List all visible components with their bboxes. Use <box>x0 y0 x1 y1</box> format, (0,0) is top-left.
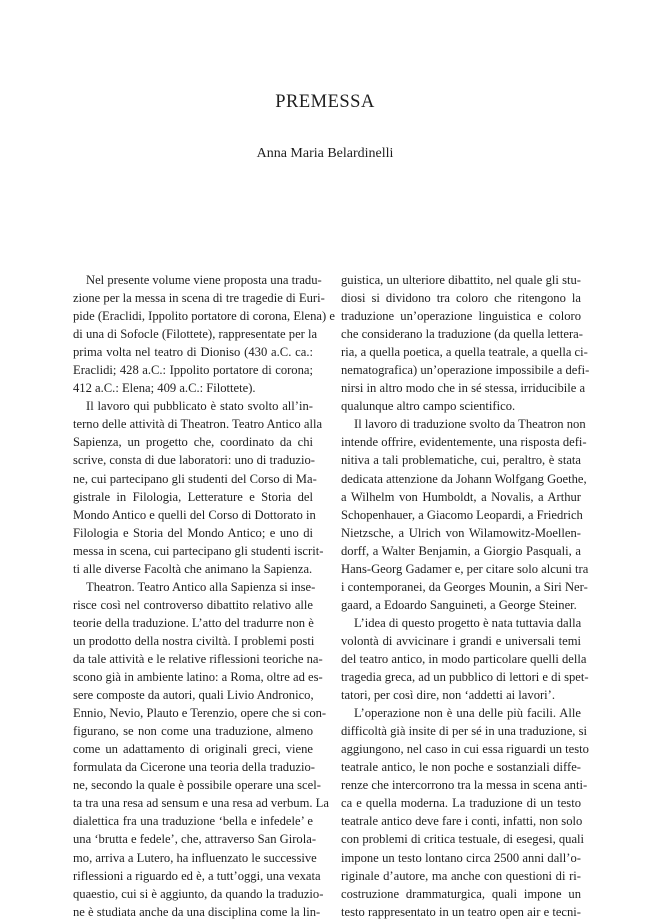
text-line: a Wilhelm von Humboldt, a Novalis, a Arthur <box>341 489 581 504</box>
text-line: ca e quella moderna. La traduzione di un testo <box>341 796 581 811</box>
text-line: Ennio, Nevio, Plauto e Terenzio, opere che si con- <box>73 706 327 721</box>
text-line: dedicata attenzione da Johann Wolfgang Goethe, <box>341 471 587 486</box>
text-line: quaestio, cui si è aggiunto, da quando la traduzio- <box>73 886 324 901</box>
text-line: nitiva a tali problematiche, cui, peraltro, è stata <box>341 453 581 468</box>
paragraph <box>341 415 589 614</box>
text-line: dialettica fra una traduzione ‘bella e infedele’ e <box>73 814 313 829</box>
text-line: come un adattamento di originali greci, viene <box>73 742 313 757</box>
text-line: pide (Eraclidi, Ippolito portatore di corona, Elena) e <box>73 309 335 324</box>
text-line: impone un testo lontano circa 2500 anni dall’o- <box>341 850 581 865</box>
text-line: Hans-Georg Gadamer e, per citare solo alcuni tra <box>341 561 589 576</box>
text-line: difficoltà già insite di per sé in una traduzione, si <box>341 724 587 739</box>
paragraph <box>73 271 335 397</box>
page-title: PREMESSA <box>275 92 375 112</box>
text-line: terno delle attività di Theatron. Teatro Antico alla <box>73 417 323 432</box>
paragraph <box>341 271 590 415</box>
text-line: Sapienza, un progetto che, coordinato da chi <box>73 435 313 450</box>
text-line: Nel presente volume viene proposta una tradu- <box>86 273 322 287</box>
text-line: riginale d’autore, ma anche con questioni di ri- <box>341 868 581 883</box>
text-line: Filologia e Storia del Mondo Antico; e uno di <box>73 525 313 540</box>
text-line: Il lavoro di traduzione svolto da Theatron non <box>354 417 586 432</box>
text-line: Nietzsche, a Ulrich von Wilamowitz-Moellen- <box>341 525 581 540</box>
text-line: diosi si dividono tra coloro che ritengono la <box>341 291 581 306</box>
text-line: messa in scena, cui partecipano gli studenti iscrit- <box>73 543 324 558</box>
text-line: nirsi in altro modo che in sé stessa, irriducibile a <box>341 381 586 396</box>
text-line: Theatron. Teatro Antico alla Sapienza si inse- <box>86 579 316 594</box>
text-line: del teatro antico, in modo particolare quelli della <box>341 651 587 666</box>
text-line: sere composte da autori, quali Livio Andronico, <box>73 688 314 703</box>
paragraph <box>341 704 589 921</box>
text-line: teatrale antico deve fare i conti, infatti, non solo <box>341 814 583 829</box>
text-line: ti alle diverse Facoltà che animano la Sapienza. <box>73 561 313 576</box>
text-line: volontà di avvicinare i grandi e universali temi <box>341 633 581 648</box>
text-line: risce così nel controverso dibattito relativo alle <box>73 597 313 612</box>
text-line: qualunque altro campo scientifico. <box>341 399 516 414</box>
text-line: aggiungono, nel caso in cui essa riguardi un testo <box>341 742 589 757</box>
text-line: gaard, a Edoardo Sanguineti, a George Steiner. <box>341 597 577 612</box>
text-line: i contemporanei, da Georges Mounin, a Siri Ner- <box>341 579 588 594</box>
text-line: ta tra una resa ad sensum e una resa ad verbum. La <box>73 796 329 811</box>
paragraph <box>341 614 589 704</box>
text-line: un prodotto della nostra civiltà. I problemi posti <box>73 633 315 648</box>
text-line: scrive, consta di due laboratori: uno di traduzio- <box>73 453 316 468</box>
text-line: 412 a.C.: Elena; 409 a.C.: Filottete). <box>73 381 256 396</box>
text-line: con problemi di critica testuale, di esegesi, quali <box>341 832 585 847</box>
text-line: ne, secondo la quale è possibile operare una scel- <box>73 778 321 793</box>
text-line: tragedia greca, ad un pubblico di lettori e di spet- <box>341 670 589 685</box>
text-line: formulata da Cicerone una teoria della traduzio- <box>73 760 315 775</box>
text-line: gistrale in Filologia, Letterature e Storia del <box>73 489 313 504</box>
text-line: che considerano la traduzione (da quella lettera- <box>341 327 583 342</box>
text-line: ne è studiata anche da una disciplina come la lin- <box>73 904 321 919</box>
text-line: riflessioni a riguardo ed è, a tutt’oggi, una vexata <box>73 868 321 883</box>
text-line: figurano, se non come una traduzione, almeno <box>73 724 313 739</box>
paragraph <box>73 397 324 577</box>
right-text-column <box>341 271 590 921</box>
text-line: di una di Sofocle (Filottete), rappresentate per la <box>73 327 318 342</box>
text-line: Schopenhauer, a Giacomo Leopardi, a Friedrich <box>341 507 583 522</box>
text-line: costruzione drammaturgica, quali impone un <box>341 886 581 901</box>
text-line: da tale attività e le relative riflessioni teoriche na- <box>73 651 323 666</box>
text-line: teorie della traduzione. L’atto del tradurre non è <box>73 615 314 630</box>
text-line: L’operazione non è una delle più facili. Alle <box>354 706 581 721</box>
text-line: scono già in ambiente latino: a Roma, oltre ad es- <box>73 670 323 685</box>
text-line: tatori, per così dire, non ‘addetti ai lavori’. <box>341 688 556 703</box>
text-line: L’idea di questo progetto è nata tuttavia dalla <box>354 615 582 630</box>
author-name: Anna Maria Belardinelli <box>256 146 394 161</box>
text-line: Eraclidi; 428 a.C.: Ippolito portatore di corona; <box>73 363 313 378</box>
text-line: Il lavoro qui pubblicato è stato svolto all’in- <box>86 399 313 414</box>
paragraph <box>73 578 329 921</box>
text-line: renze che intercorrono tra la messa in scena anti- <box>341 778 588 793</box>
text-line: dorff, a Walter Benjamin, a Giorgio Pasquali, a <box>341 543 581 558</box>
text-line: Mondo Antico e quelli del Corso di Dottorato in <box>73 507 316 522</box>
text-line: teatrale antico, le non poche e sostanziali diffe- <box>341 760 581 775</box>
text-line: testo rappresentato in un teatro open air e tecni- <box>341 904 581 919</box>
text-line: mo, arriva a Lutero, ha influenzato le successive <box>73 850 317 865</box>
text-line: nematografica) un’operazione impossibile a defi- <box>341 363 590 378</box>
text-line: prima volta nel teatro di Dioniso (430 a.C. ca.: <box>73 345 313 360</box>
text-line: intende offrire, evidentemente, una risposta defi- <box>341 435 587 450</box>
text-line: ne, cui partecipano gli studenti del Corso di Ma- <box>73 471 317 486</box>
text-line: traduzione un’operazione linguistica e coloro <box>341 309 581 324</box>
text-line: ria, a quella poetica, a quella teatrale, a quella ci- <box>341 345 588 360</box>
left-text-column <box>73 271 335 921</box>
text-line: guistica, un ulteriore dibattito, nel quale gli stu- <box>341 273 581 287</box>
text-line: una ‘brutta e fedele’, che, attraverso San Girola- <box>73 832 317 847</box>
text-line: zione per la messa in scena di tre tragedie di Euri- <box>73 291 325 306</box>
